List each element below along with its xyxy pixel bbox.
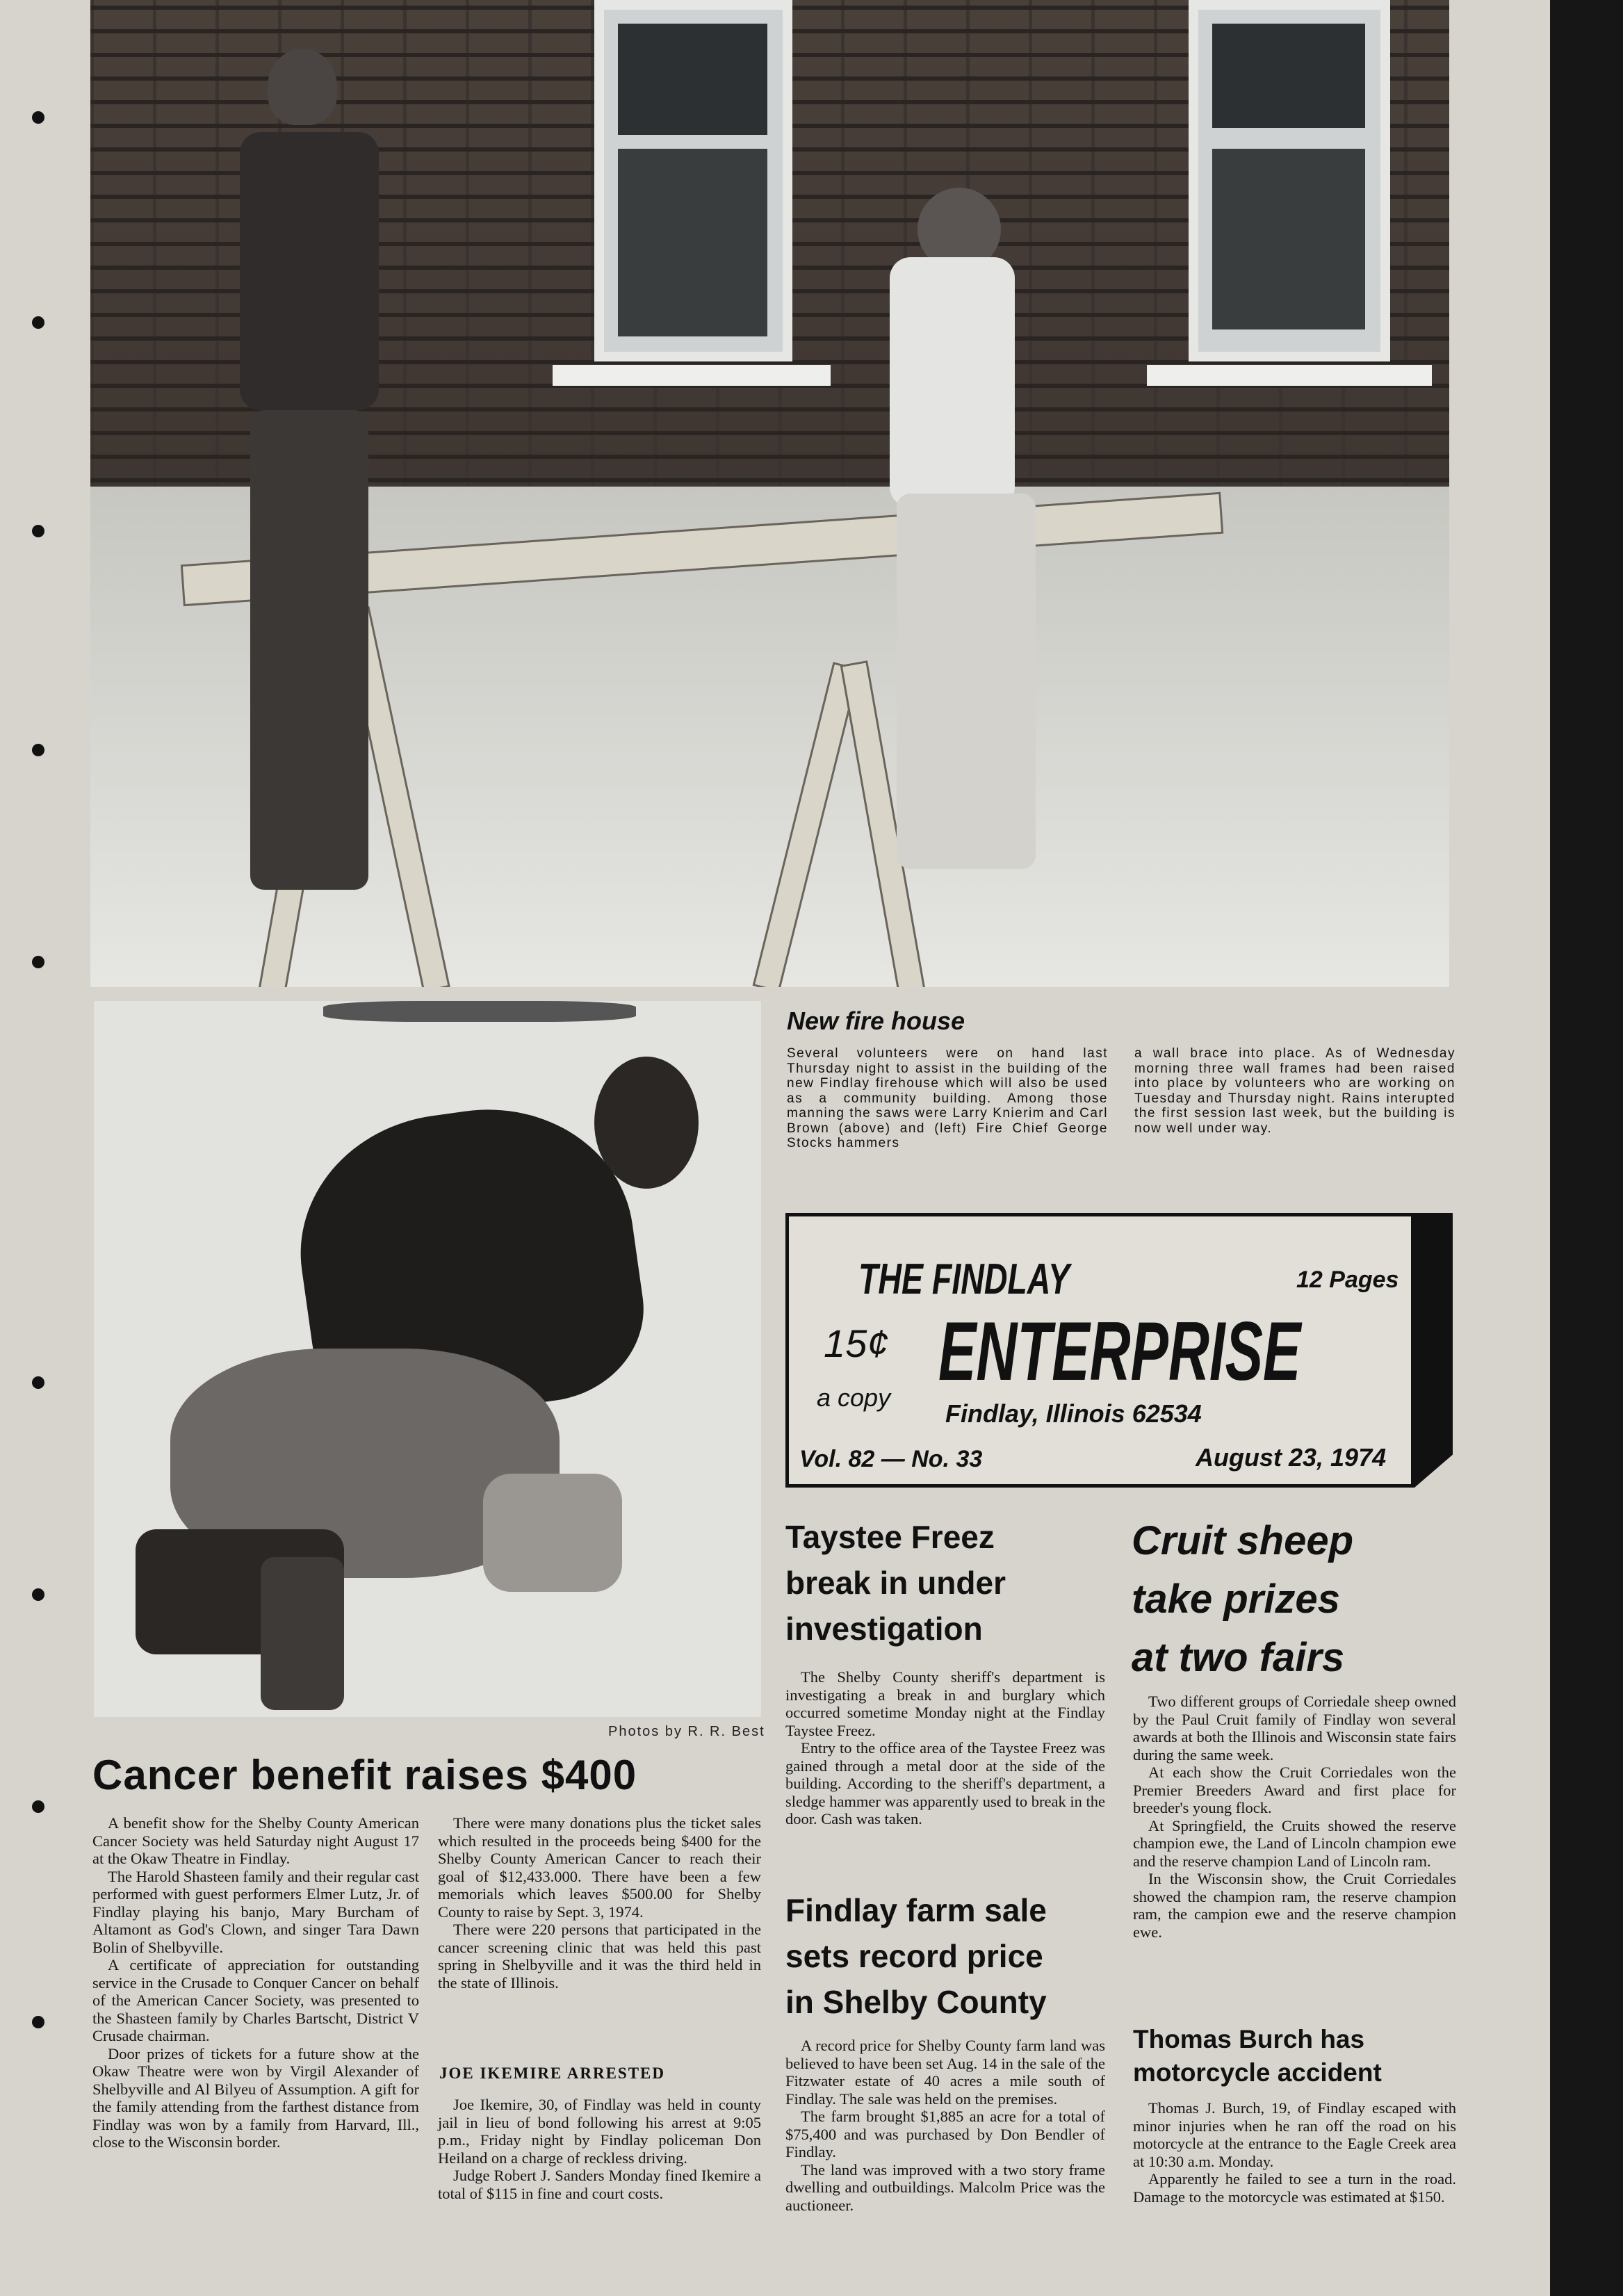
binder-hole xyxy=(32,956,44,968)
binder-hole xyxy=(32,111,44,124)
masthead-volume: Vol. 82 — No. 33 xyxy=(799,1446,983,1472)
masthead-price: 15¢ xyxy=(824,1321,889,1365)
binder-hole xyxy=(32,1588,44,1601)
cancer-paragraph: Door prizes of tickets for a future show at the Okaw Theatre were won by Virgil Alexander of Shelbyville and Al Bilyeu of Assumption. A gift for the family attending from the farthest distance from Findlay was won by a family from Harvard, Ill., close to the Wisconsin border. xyxy=(92,2044,419,2151)
burch-headline: Thomas Burch has motorcycle accident xyxy=(1133,2025,1382,2087)
cruit-paragraph: Two different groups of Corriedale sheep owned by the Paul Cruit family of Findlay won several awards at both the Illinois and Wisconsin state fairs during the same week. xyxy=(1133,1693,1456,1764)
farm-story xyxy=(785,2037,1105,2214)
cruit-paragraph: In the Wisconsin show, the Cruit Corriedales showed the champion ram, the reserve champion ram, the campion ewe and the reserve champion ewe. xyxy=(1133,1870,1456,1941)
caption-col-1: Several volunteers were on hand last Thursday night to assist in the building of the new Findlay firehouse which will also be used as a community building. Among those manning the saws were Larry Knierim and Carl Brown (above) and (left) Fire Chief George Stocks hammers xyxy=(787,1046,1108,1150)
farm-paragraph: The land was improved with a two story frame dwelling and outbuildings. Malcolm Price was the auctioneer. xyxy=(785,2160,1105,2214)
masthead-the-findlay: THE FINDLAY xyxy=(858,1255,1070,1303)
burch-story xyxy=(1133,2099,1456,2206)
masthead-pages: 12 Pages xyxy=(1296,1267,1399,1293)
volunteer-left xyxy=(212,49,393,897)
taystee-paragraph: The Shelby County sheriff's department is investigating a break in and burglary which occurred sometime Monday night at the Findlay Taystee Freez. xyxy=(785,1668,1105,1739)
ikemire-paragraph: Joe Ikemire, 30, of Findlay was held in county jail in lieu of bond following his arrest at 9:05 p.m., Friday night by Findlay policeman Don Heiland on a charge of reckless driving. xyxy=(438,2096,761,2167)
masthead-per-copy: a copy xyxy=(817,1383,891,1412)
binder-hole xyxy=(32,2016,44,2028)
fire-chief-kneeling xyxy=(94,1057,761,1717)
bottom-photo xyxy=(94,1001,761,1717)
cancer-paragraph: The Harold Shasteen family and their regular cast performed with guest performers Elmer Lutz, Jr. of Findlay playing his banjo, Mary Burcham of Altamont as God's Clown, and singer Tara Dawn Bolin of Shelbyville. xyxy=(92,1867,419,1956)
top-photo xyxy=(90,0,1449,987)
cancer-col-1 xyxy=(92,1814,419,2151)
masthead-date: August 23, 1974 xyxy=(1196,1443,1387,1472)
masthead xyxy=(785,1213,1414,1488)
window-sill xyxy=(1147,365,1432,386)
burch-paragraph: Thomas J. Burch, 19, of Findlay escaped with minor injuries when he ran off the road on his motorcycle at the entrance to the Eagle Creek area at 10:30 a.m. Monday. xyxy=(1133,2099,1456,2170)
window-sill xyxy=(553,365,831,386)
binder-hole xyxy=(32,744,44,756)
cruit-story xyxy=(1133,1693,1456,1941)
taystee-paragraph: Entry to the office area of the Taystee Freez was gained through a metal door at the side of the building. According to the sheriff's department, a sledge hammer was apparently used to break in the door. Cash was taken. xyxy=(785,1739,1105,1827)
photo-credit: Photos by R. R. Best xyxy=(608,1724,765,1739)
caption-col-2: a wall brace into place. As of Wednesday morning three wall frames had been raised into place by volunteers who are working on Tuesday and Thursday night. Rains interupted the first session last week, but the building is now well under way. xyxy=(1134,1046,1455,1136)
window-left xyxy=(594,0,792,361)
taystee-story xyxy=(785,1668,1105,1828)
cancer-headline: Cancer benefit raises $400 xyxy=(92,1752,637,1798)
cancer-paragraph: A benefit show for the Shelby County American Cancer Society was held Saturday night August 17 at the Okaw Theatre in Findlay. xyxy=(92,1814,419,1867)
window-right xyxy=(1189,0,1390,361)
cancer-paragraph: There were 220 persons that participated in the cancer screening clinic that was held this past spring in Shelbyville and it was the third held in the state of Illinois. xyxy=(438,1921,761,1992)
masthead-location: Findlay, Illinois 62534 xyxy=(945,1399,1202,1428)
cancer-col-2 xyxy=(438,1814,761,1992)
farm-paragraph: The farm brought $1,885 an acre for a total of $75,400 and was purchased by Don Bendler of Findlay. xyxy=(785,2108,1105,2160)
scan-background xyxy=(1550,0,1623,2296)
caption-title: New fire house xyxy=(787,1007,965,1035)
cruit-paragraph: At Springfield, the Cruits showed the reserve champion ewe, the Land of Lincoln champion ewe and the reserve champion Land of Lincoln ram. xyxy=(1133,1816,1456,1870)
cruit-paragraph: At each show the Cruit Corriedales won the Premier Breeders Award and first place for breeder's young flock. xyxy=(1133,1764,1456,1816)
cancer-paragraph: There were many donations plus the ticket sales which resulted in the proceeds being $400 for the Shelby County American Cancer to reach their goal of $12,433.000. There have been a few memorials which leaves $500.00 for Shelby County to raise by Sept. 3, 1974. xyxy=(438,1814,761,1921)
ikemire-paragraph: Judge Robert J. Sanders Monday fined Ikemire a total of $115 in fine and court costs. xyxy=(438,2167,761,2202)
binder-hole xyxy=(32,316,44,329)
ikemire-story xyxy=(438,2096,761,2202)
binder-hole xyxy=(32,1800,44,1813)
cancer-paragraph: A certificate of appreciation for outstanding service in the Crusade to Conquer Cancer on behalf of the American Cancer Society, was presented to the Shasteen family by Charles Bartscht, District V Crusade chairman. xyxy=(92,1956,419,2044)
masthead-enterprise: ENTERPRISE xyxy=(938,1305,1301,1398)
binder-hole xyxy=(32,1376,44,1389)
cruit-headline: Cruit sheep take prizes at two fairs xyxy=(1132,1518,1354,1680)
taystee-headline: Taystee Freez break in under investigation xyxy=(785,1519,1006,1647)
distant-trees xyxy=(323,1001,636,1022)
binder-hole xyxy=(32,525,44,537)
farm-paragraph: A record price for Shelby County farm land was believed to have been set Aug. 14 in the sale of the Fitzwater estate of 40 acres a mile south of Findlay. The sale was held on the premises. xyxy=(785,2037,1105,2108)
volunteer-right xyxy=(834,188,1050,883)
farm-headline: Findlay farm sale sets record price in Shelby County xyxy=(785,1892,1047,2020)
masthead-shadow-side xyxy=(1414,1213,1453,1488)
ikemire-subheadline: JOE IKEMIRE ARRESTED xyxy=(439,2065,666,2082)
burch-paragraph: Apparently he failed to see a turn in the road. Damage to the motorcycle was estimated at $150. xyxy=(1133,2170,1456,2206)
